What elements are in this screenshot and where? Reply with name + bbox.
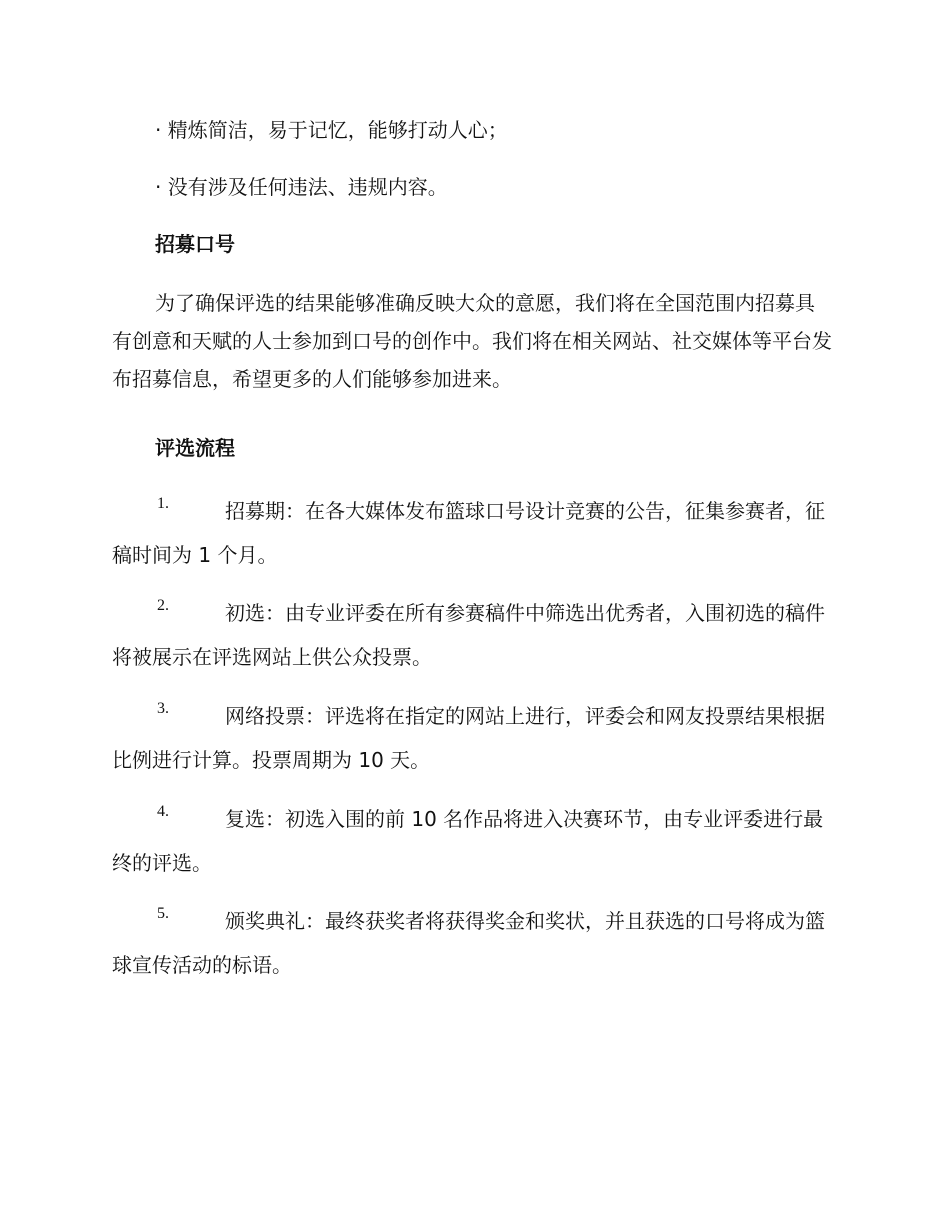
item-text: 网络投票：评选将在指定的网站上进行，评委会和网友投票结果根据比例进行计算。投票周期为 10 天。 [112, 704, 825, 772]
item-number: 2. [157, 597, 169, 614]
section-heading-recruit: 招募口号 [155, 232, 235, 256]
bullet-item-2: · 没有涉及任何违法、违规内容。 [155, 175, 448, 199]
item-number: 4. [157, 803, 169, 820]
bullet-item-1: · 精炼简洁，易于记忆，能够打动人心； [155, 118, 508, 142]
process-item-2 [112, 591, 834, 679]
item-number: 5. [157, 905, 169, 922]
item-text: 招募期：在各大媒体发布篮球口号设计竞赛的公告，征集参赛者，征稿时间为 1 个月。 [112, 499, 825, 567]
item-text: 颁奖典礼：最终获奖者将获得奖金和奖状，并且获选的口号将成为篮球宣传活动的标语。 [112, 909, 825, 977]
process-item-3 [112, 694, 834, 782]
item-number: 1. [157, 495, 169, 512]
section-heading-process: 评选流程 [155, 436, 235, 460]
item-text: 复选：初选入围的前 10 名作品将进入决赛环节，由专业评委进行最终的评选。 [112, 807, 824, 875]
recruit-paragraph: 为了确保评选的结果能够准确反映大众的意愿，我们将在全国范围内招募具有创意和天赋的人士参加到口号的创作中。我们将在相关网站、社交媒体等平台发布招募信息，希望更多的人们能够参加进来。 [112, 291, 832, 391]
item-text: 初选：由专业评委在所有参赛稿件中筛选出优秀者，入围初选的稿件将被展示在评选网站上供公众投票。 [112, 601, 825, 669]
process-item-5 [112, 899, 834, 987]
item-number: 3. [157, 700, 169, 717]
process-item-4 [112, 797, 834, 885]
process-item-1 [112, 489, 834, 577]
